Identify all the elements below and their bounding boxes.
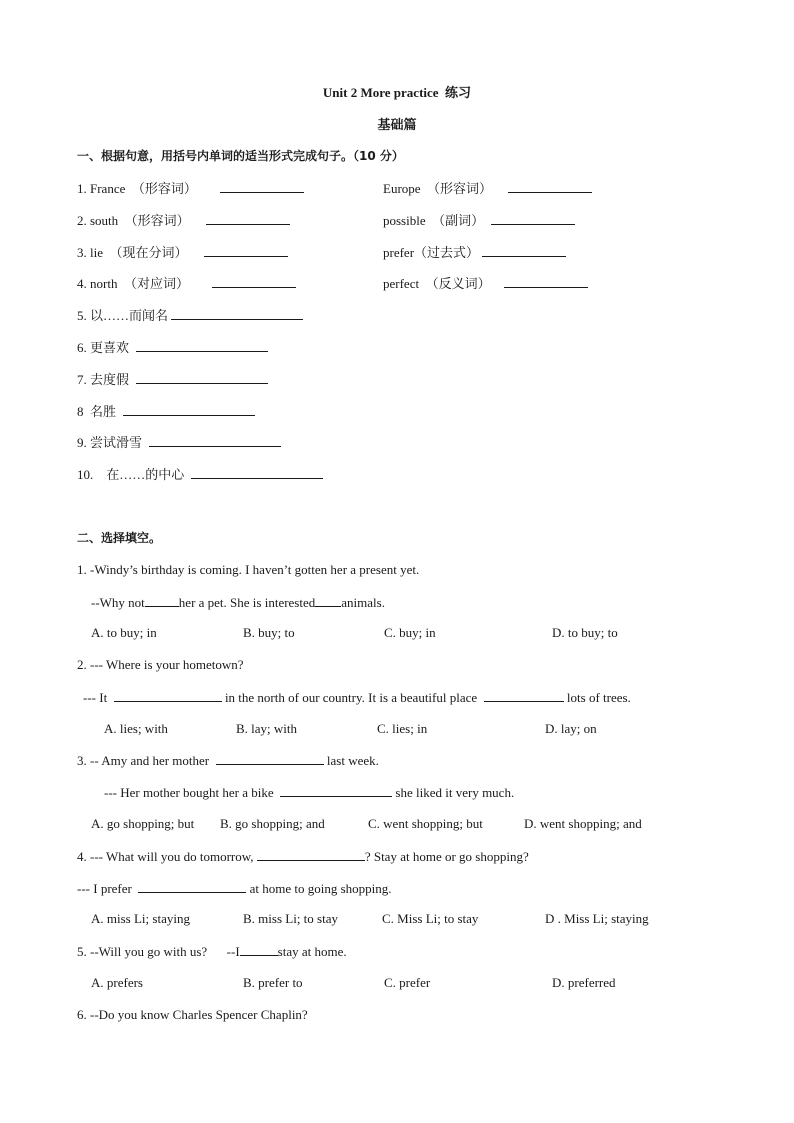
- option-c[interactable]: C. prefer: [384, 975, 431, 990]
- answer-blank[interactable]: [114, 689, 222, 702]
- question-2-reply: --- It in the north of our country. It is a beautiful place lots of trees.: [83, 690, 631, 705]
- option-a[interactable]: A. miss Li; staying: [91, 911, 190, 926]
- word-row-1-right: Europe （形容词）: [383, 180, 592, 197]
- word-row-2-right: possible （副词）: [383, 212, 575, 229]
- option-a[interactable]: A. prefers: [91, 975, 143, 990]
- word-row-3-right: prefer（过去式）: [383, 244, 566, 261]
- option-d[interactable]: D . Miss Li; staying: [545, 911, 649, 926]
- option-b[interactable]: B. buy; to: [243, 625, 295, 640]
- page-subtitle: 基础篇: [377, 117, 417, 132]
- phrase-item-8: 8 名胜: [77, 403, 255, 420]
- phrase-item-10: 10. 在……的中心: [77, 466, 323, 483]
- answer-blank[interactable]: [145, 594, 179, 607]
- option-a[interactable]: A. lies; with: [104, 721, 168, 736]
- answer-blank[interactable]: [149, 434, 281, 447]
- option-b[interactable]: B. lay; with: [236, 721, 298, 736]
- phrase-item-6: 6. 更喜欢: [77, 339, 268, 356]
- answer-blank[interactable]: [206, 212, 290, 225]
- answer-blank[interactable]: [123, 403, 255, 416]
- option-c[interactable]: C. went shopping; but: [368, 816, 483, 831]
- answer-blank[interactable]: [315, 594, 341, 607]
- word-row-2-left: 2. south （形容词）: [77, 212, 290, 229]
- answer-blank[interactable]: [482, 244, 566, 257]
- answer-blank[interactable]: [212, 275, 296, 288]
- phrase-item-7: 7. 去度假: [77, 371, 268, 388]
- option-c[interactable]: C. buy; in: [384, 625, 436, 640]
- phrase-item-5: 5. 以……而闻名: [77, 307, 303, 324]
- answer-blank[interactable]: [240, 943, 278, 956]
- question-3-text: 3. -- Amy and her mother last week.: [77, 753, 379, 768]
- word-row-3-left: 3. lie （现在分词）: [77, 244, 288, 261]
- option-d[interactable]: D. lay; on: [545, 721, 597, 736]
- phrase-item-9: 9. 尝试滑雪: [77, 434, 281, 451]
- answer-blank[interactable]: [136, 339, 268, 352]
- question-6-text: 6. --Do you know Charles Spencer Chaplin?: [77, 1007, 308, 1022]
- option-d[interactable]: D. to buy; to: [552, 625, 618, 640]
- question-3-reply: --- Her mother bought her a bike she liked it very much.: [104, 785, 515, 800]
- option-c[interactable]: C. lies; in: [377, 721, 428, 736]
- section1-heading: 一、根据句意，用括号内单词的适当形式完成句子。（10 分）: [77, 149, 404, 163]
- option-c[interactable]: C. Miss Li; to stay: [382, 911, 479, 926]
- question-1-text: 1. -Windy’s birthday is coming. I haven’t gotten her a present yet.: [77, 562, 420, 577]
- answer-blank[interactable]: [220, 180, 304, 193]
- answer-blank[interactable]: [136, 371, 268, 384]
- section2-heading: 二、选择填空。: [77, 531, 162, 545]
- answer-blank[interactable]: [138, 880, 246, 893]
- word-row-4-left: 4. north （对应词）: [77, 275, 296, 292]
- word-row-1-left: 1. France （形容词）: [77, 180, 304, 197]
- option-b[interactable]: B. prefer to: [243, 975, 303, 990]
- answer-blank[interactable]: [484, 689, 564, 702]
- option-d[interactable]: D. went shopping; and: [524, 816, 642, 831]
- question-4-reply: --- I prefer at home to going shopping.: [77, 881, 392, 896]
- question-1-reply: --Why not her a pet. She is interested animals.: [91, 595, 385, 610]
- option-a[interactable]: A. to buy; in: [91, 625, 157, 640]
- answer-blank[interactable]: [191, 466, 323, 479]
- page-title: Unit 2 More practice 练习: [322, 85, 472, 100]
- answer-blank[interactable]: [280, 784, 392, 797]
- option-b[interactable]: B. miss Li; to stay: [243, 911, 338, 926]
- question-5-text: 5. --Will you go with us? --I stay at home.: [77, 944, 347, 959]
- answer-blank[interactable]: [508, 180, 592, 193]
- word-row-4-right: perfect （反义词）: [383, 275, 588, 292]
- answer-blank[interactable]: [216, 752, 324, 765]
- answer-blank[interactable]: [491, 212, 575, 225]
- question-4-text: 4. --- What will you do tomorrow, ? Stay at home or go shopping?: [77, 849, 529, 864]
- answer-blank[interactable]: [171, 307, 303, 320]
- answer-blank[interactable]: [504, 275, 588, 288]
- option-a[interactable]: A. go shopping; but: [91, 816, 195, 831]
- question-2-text: 2. --- Where is your hometown?: [77, 657, 244, 672]
- answer-blank[interactable]: [204, 244, 288, 257]
- option-b[interactable]: B. go shopping; and: [220, 816, 325, 831]
- option-d[interactable]: D. preferred: [552, 975, 616, 990]
- answer-blank[interactable]: [257, 848, 365, 861]
